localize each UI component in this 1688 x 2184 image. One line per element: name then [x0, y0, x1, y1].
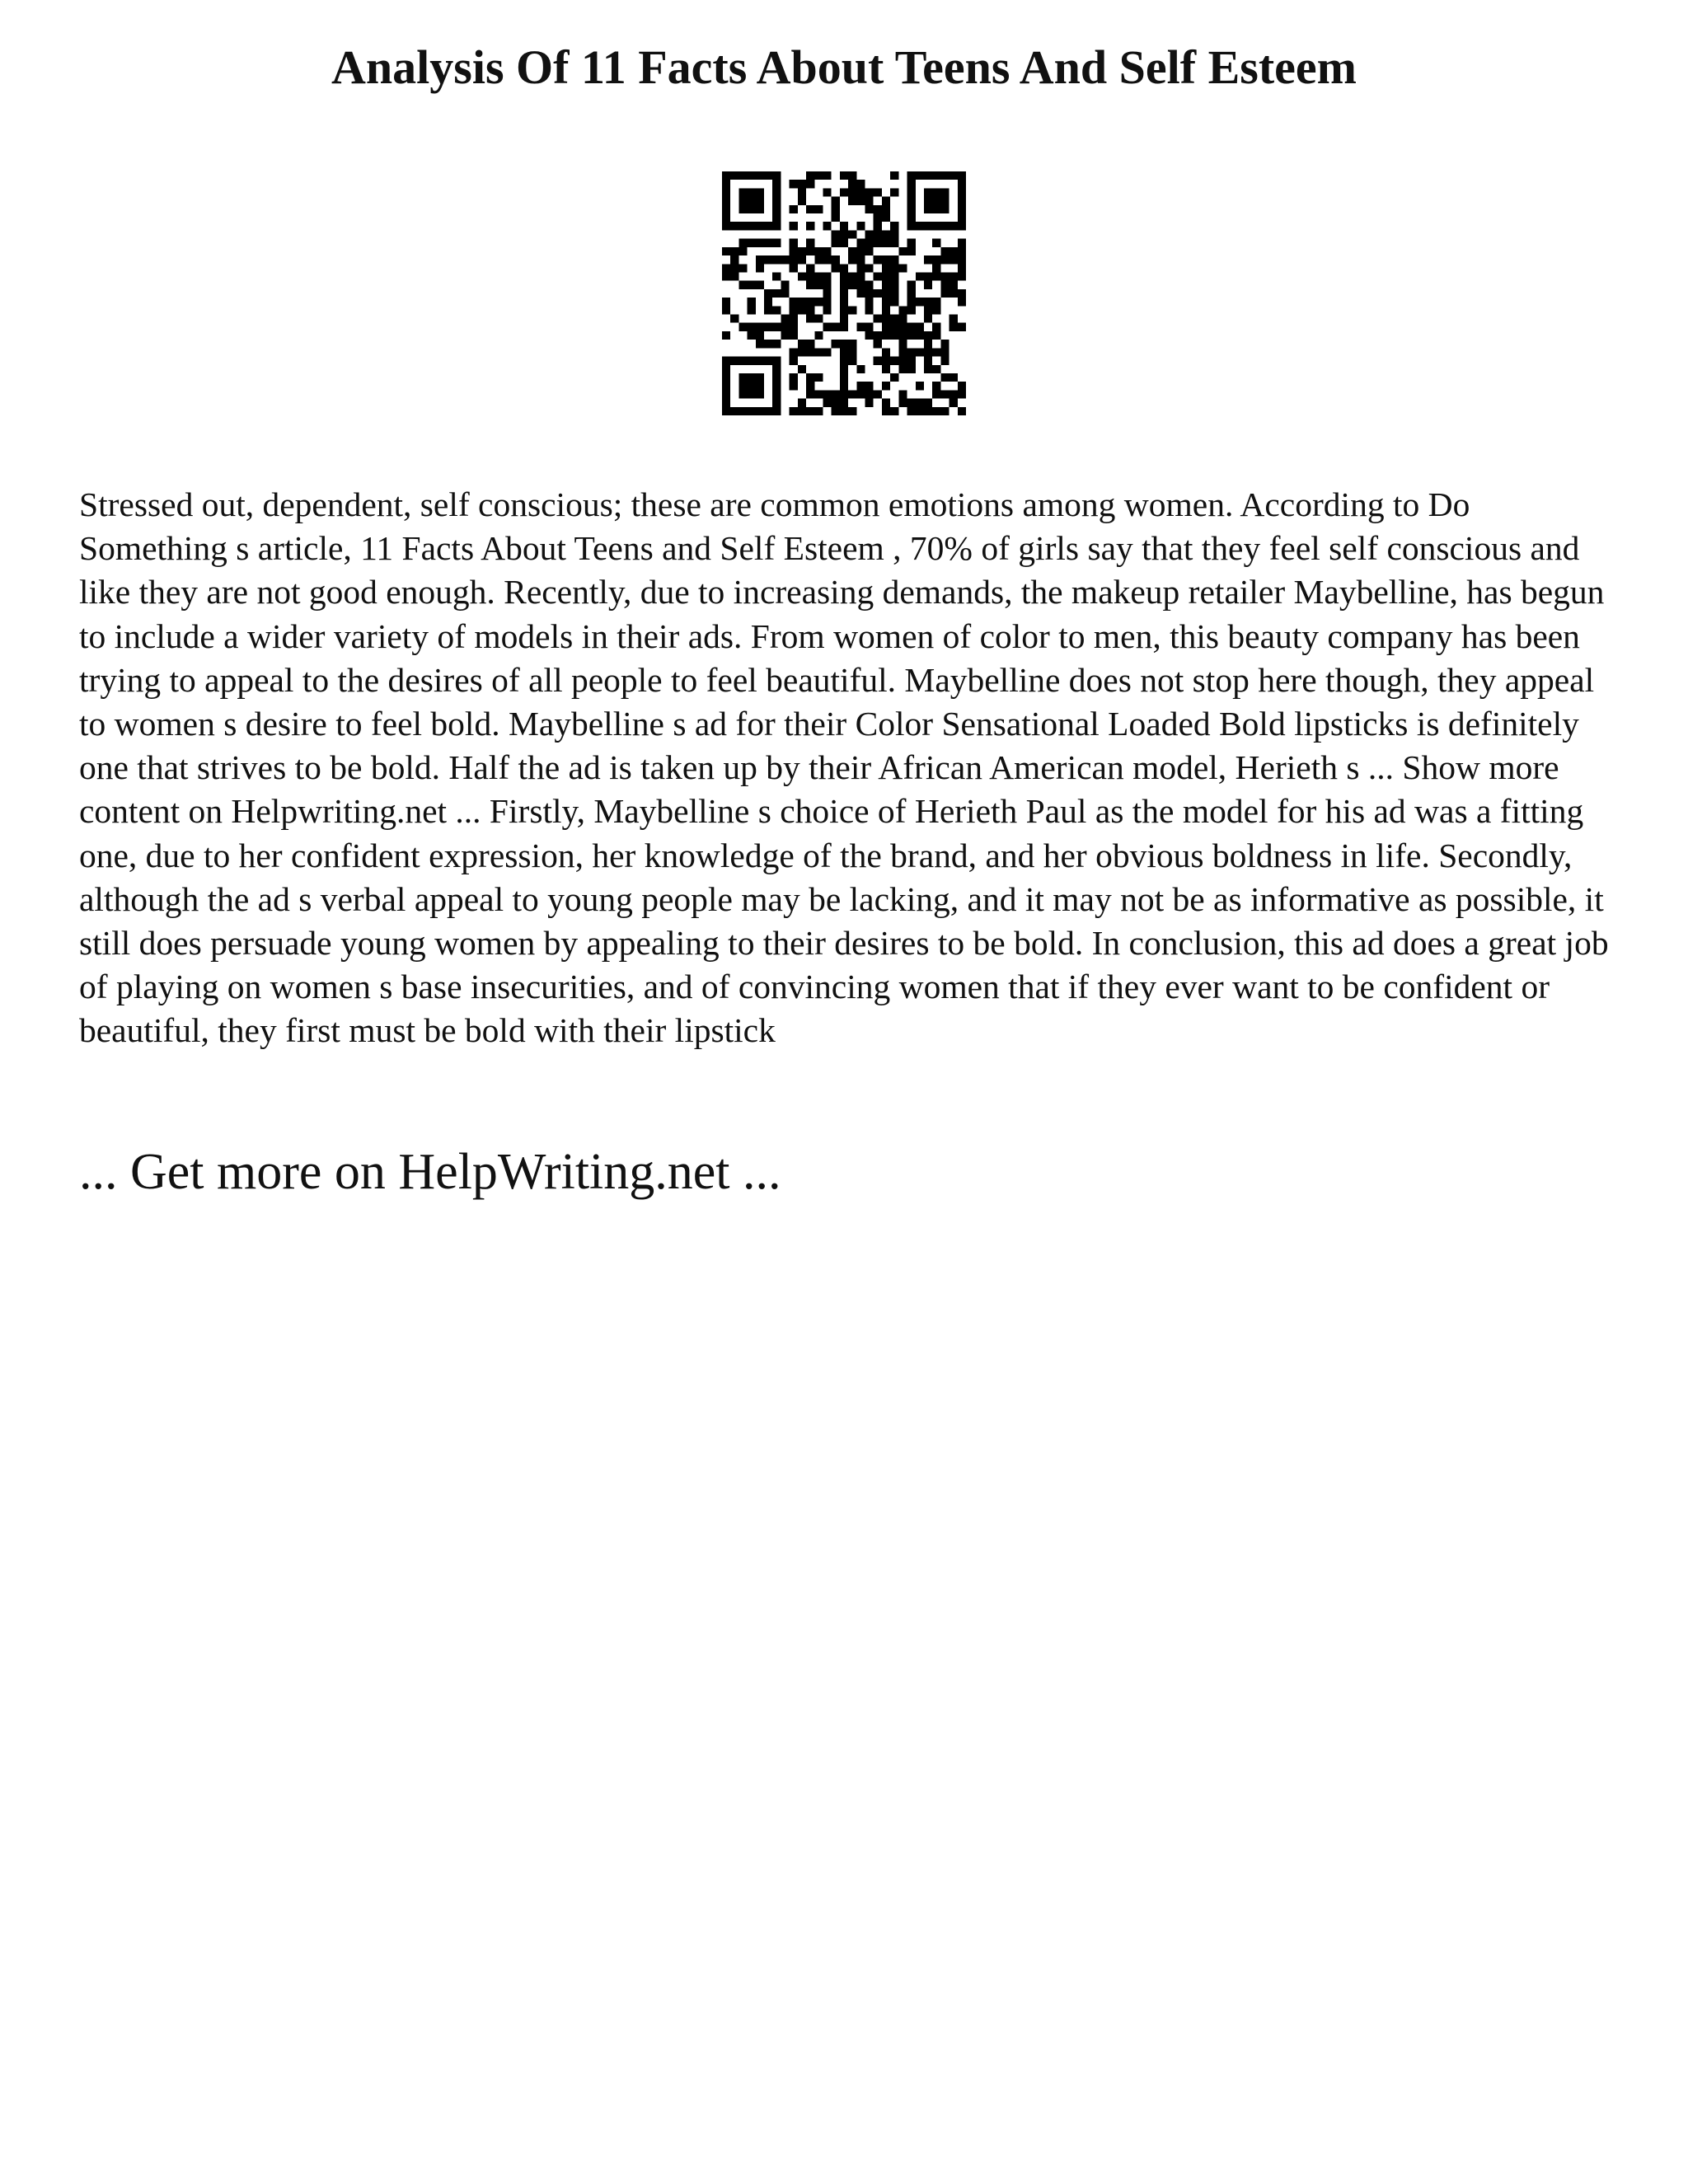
qr-code-icon: [722, 171, 966, 415]
get-more-link[interactable]: ... Get more on HelpWriting.net ...: [79, 1144, 781, 1200]
article-body: Stressed out, dependent, self conscious; these are common emotions among women. According to Do Something s article, 11 Facts About Teens and Self Esteem , 70% of girls say that they feel self conscious and like they are not good enough. Recently, due to increasing demands, the makeup retailer Maybelline, has begun to include a wider variety of models in their ads. From women of color to men, this beauty company has been trying to appeal to the desires of all people to feel beautiful. Maybelline does not stop here though, they appeal to women s desire to feel bold. Maybelline s ad for their Color Sensational Loaded Bold lipsticks is definitely one that strives to be bold. Half the ad is taken up by their African American model, Herieth s ... Show more content on Helpwriting.net ... Firstly, Maybelline s choice of Herieth Paul as the model for his ad was a fitting one, due to her confident expression, her knowledge of the brand, and her obvious boldness in life. Secondly, although the ad s verbal appeal to young people may be lacking, and it may not be as informative as possible, it still does persuade young women by appealing to their desires to be bold. In conclusion, this ad does a great job of playing on women s base insecurities, and of convincing women that if they ever want to be confident or beautiful, they first must be bold with their lipstick: [79, 485, 1609, 1050]
page-title: Analysis Of 11 Facts About Teens And Self Esteem: [331, 40, 1357, 94]
